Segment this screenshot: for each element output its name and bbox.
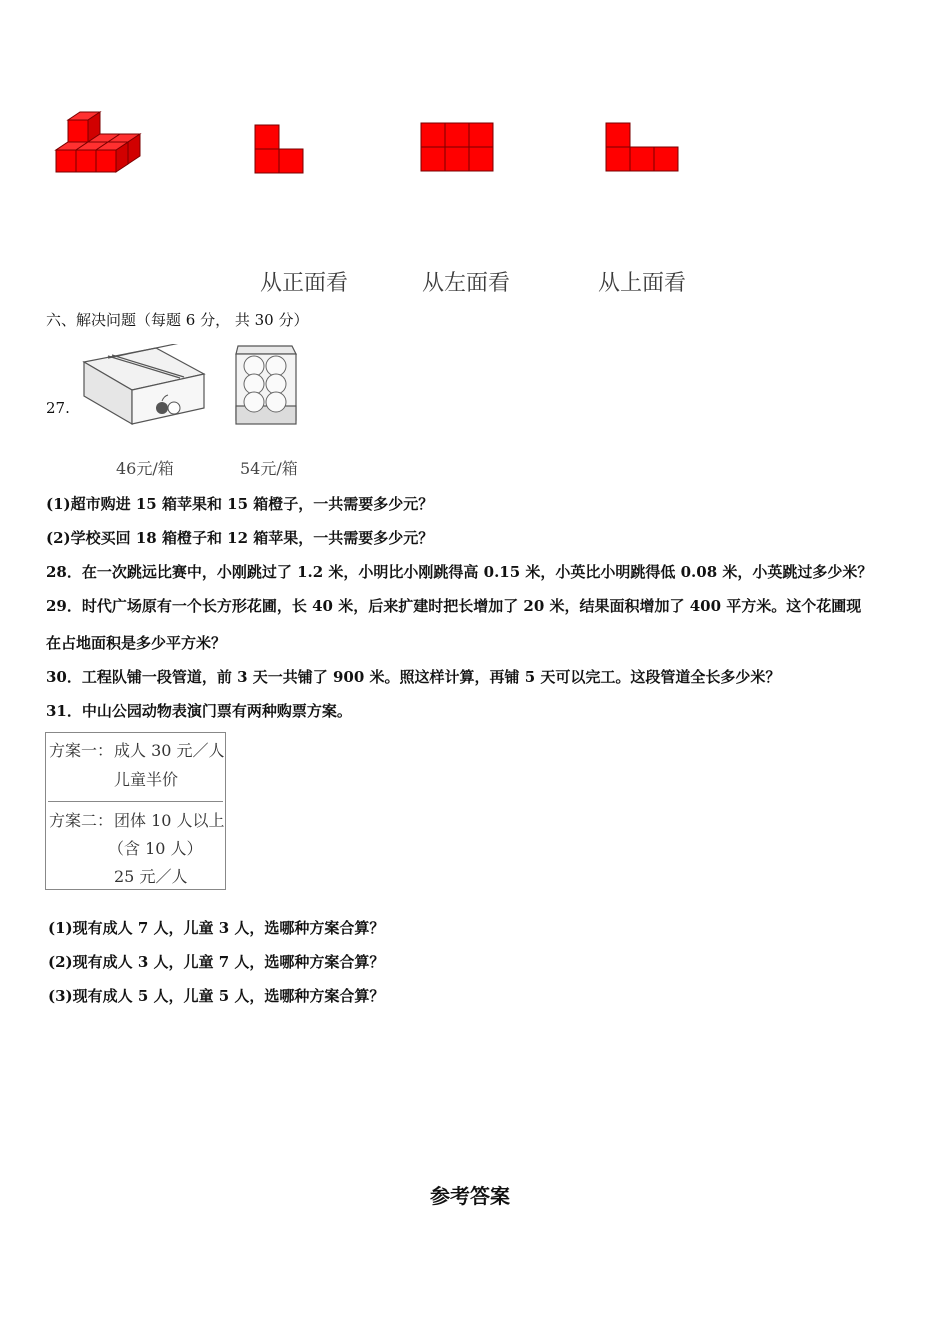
left-view-figure [420, 122, 496, 174]
view-label-front: 从正面看 [260, 271, 349, 296]
q31-sub2: (2)现有成人 3 人，儿童 7 人，选哪种方案合算？ [48, 953, 385, 971]
plan1-line1: 成人 30 元／人 [114, 741, 225, 760]
ticket-plan-box [45, 732, 226, 890]
front-view-figure [254, 124, 306, 176]
plan2-line3: 25 元／人 [114, 867, 188, 886]
q31-sub3: (3)现有成人 5 人，儿童 5 人，选哪种方案合算？ [48, 987, 385, 1005]
q30-text: 30．工程队铺一段管道，前 3 天一共铺了 900 米。照这样计算，再铺 5 天可以完工。这段管道全长多少米？ [46, 668, 781, 686]
apple-price-label: 46元/箱 [116, 459, 174, 478]
q31-text: 31．中山公园动物表演门票有两种购票方案。 [46, 702, 352, 720]
answers-title: 参考答案 [430, 1184, 510, 1208]
view-label-left: 从左面看 [422, 271, 511, 296]
q27-sub2: (2)学校买回 18 箱橙子和 12 箱苹果，一共需要多少元？ [46, 529, 434, 547]
plan2-label: 方案二： [49, 811, 114, 830]
q27-number: 27. [46, 399, 70, 417]
q29-line2: 在占地面积是多少平方米？ [46, 634, 227, 652]
plan2-line1: 团体 10 人以上 [114, 811, 225, 830]
q29-line1: 29．时代广场原有一个长方形花圃，长 40 米，后来扩建时把长增加了 20 米，结果面积增加了 400 平方米。这个花圃现 [46, 597, 862, 615]
orange-price-label: 54元/箱 [240, 459, 298, 478]
apple-box-image [82, 344, 208, 428]
orange-box-image [234, 344, 298, 428]
q28-text: 28．在一次跳远比赛中，小刚跳过了 1.2 米，小明比小刚跳得高 0.15 米，小英比小明跳得低 0.08 米，小英跳过多少米？ [46, 563, 873, 581]
plan-divider [48, 801, 223, 802]
plan1-line2: 儿童半价 [114, 770, 179, 789]
plan1-label: 方案一： [49, 741, 114, 760]
q27-sub1: (1)超市购进 15 箱苹果和 15 箱橙子，一共需要多少元？ [46, 495, 434, 513]
q31-sub1: (1)现有成人 7 人，儿童 3 人，选哪种方案合算？ [48, 919, 385, 937]
top-view-figure [605, 122, 681, 174]
view-label-top: 从上面看 [598, 271, 687, 296]
section-heading: 六、解决问题（每题 6 分， 共 30 分） [46, 311, 309, 329]
cube-figure-3d [52, 108, 152, 184]
plan2-line2: （含 10 人） [108, 839, 203, 858]
